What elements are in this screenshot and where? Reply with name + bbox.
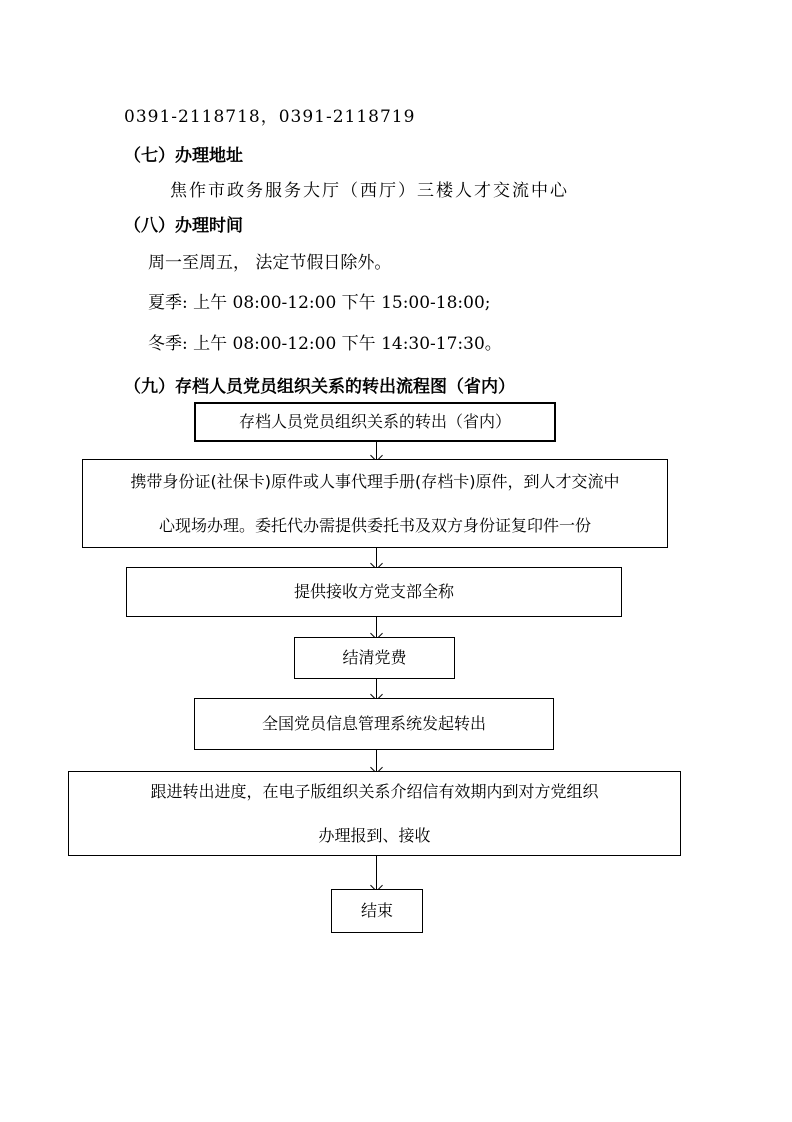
flow-step-branch-name: [126, 567, 622, 617]
phone-numbers: 0391-2118718，0391-2118719: [124, 107, 416, 127]
flow-arrow-2: [376, 548, 377, 567]
flow-step-branch-name-label: 提供接收方党支部全称: [293, 582, 454, 601]
section-8-summer-hours: 夏季: 上午 08:00-12:00 下午 15:00-18:00;: [148, 293, 491, 313]
flow-step-dues: [294, 637, 455, 679]
flow-step-follow-up-line1: 跟进转出进度，在电子版组织关系介绍信有效期内到对方党组织: [150, 781, 599, 801]
flow-arrow-3: [376, 617, 377, 637]
flow-step-start: [194, 402, 556, 442]
section-8-days: 周一至周五， 法定节假日除外。: [148, 253, 392, 273]
flow-step-documents-line2: 心现场办理。委托代办需提供委托书及双方身份证复印件一份: [158, 515, 591, 535]
section-8-heading: （八）办理时间: [124, 216, 243, 236]
flow-step-follow-up-line2: 办理报到、接收: [318, 825, 431, 845]
flow-arrow-4: [376, 679, 377, 698]
flow-step-documents: [82, 459, 668, 548]
flow-step-documents-line1: 携带身份证(社保卡)原件或人事代理手册(存档卡)原件，到人才交流中: [130, 471, 620, 491]
flow-arrow-1: [376, 442, 377, 459]
flow-step-start-label: 存档人员党员组织关系的转出（省内）: [238, 412, 511, 431]
flow-step-end: [331, 889, 423, 933]
flow-step-system-transfer-label: 全国党员信息管理系统发起转出: [261, 714, 486, 733]
flow-step-end-label: 结束: [360, 901, 393, 920]
flow-arrow-5: [376, 750, 377, 771]
section-7-heading: （七）办理地址: [124, 146, 243, 166]
flow-step-dues-label: 结清党费: [342, 648, 407, 667]
section-7-address: 焦作市政务服务大厅（西厅）三楼人才交流中心: [170, 181, 569, 201]
section-9-heading: （九）存档人员党员组织关系的转出流程图（省内）: [124, 377, 515, 397]
flow-step-system-transfer: [194, 698, 554, 750]
flow-step-follow-up: [68, 771, 681, 856]
flow-arrow-6: [376, 856, 377, 889]
section-8-winter-hours: 冬季: 上午 08:00-12:00 下午 14:30-17:30。: [148, 334, 502, 354]
